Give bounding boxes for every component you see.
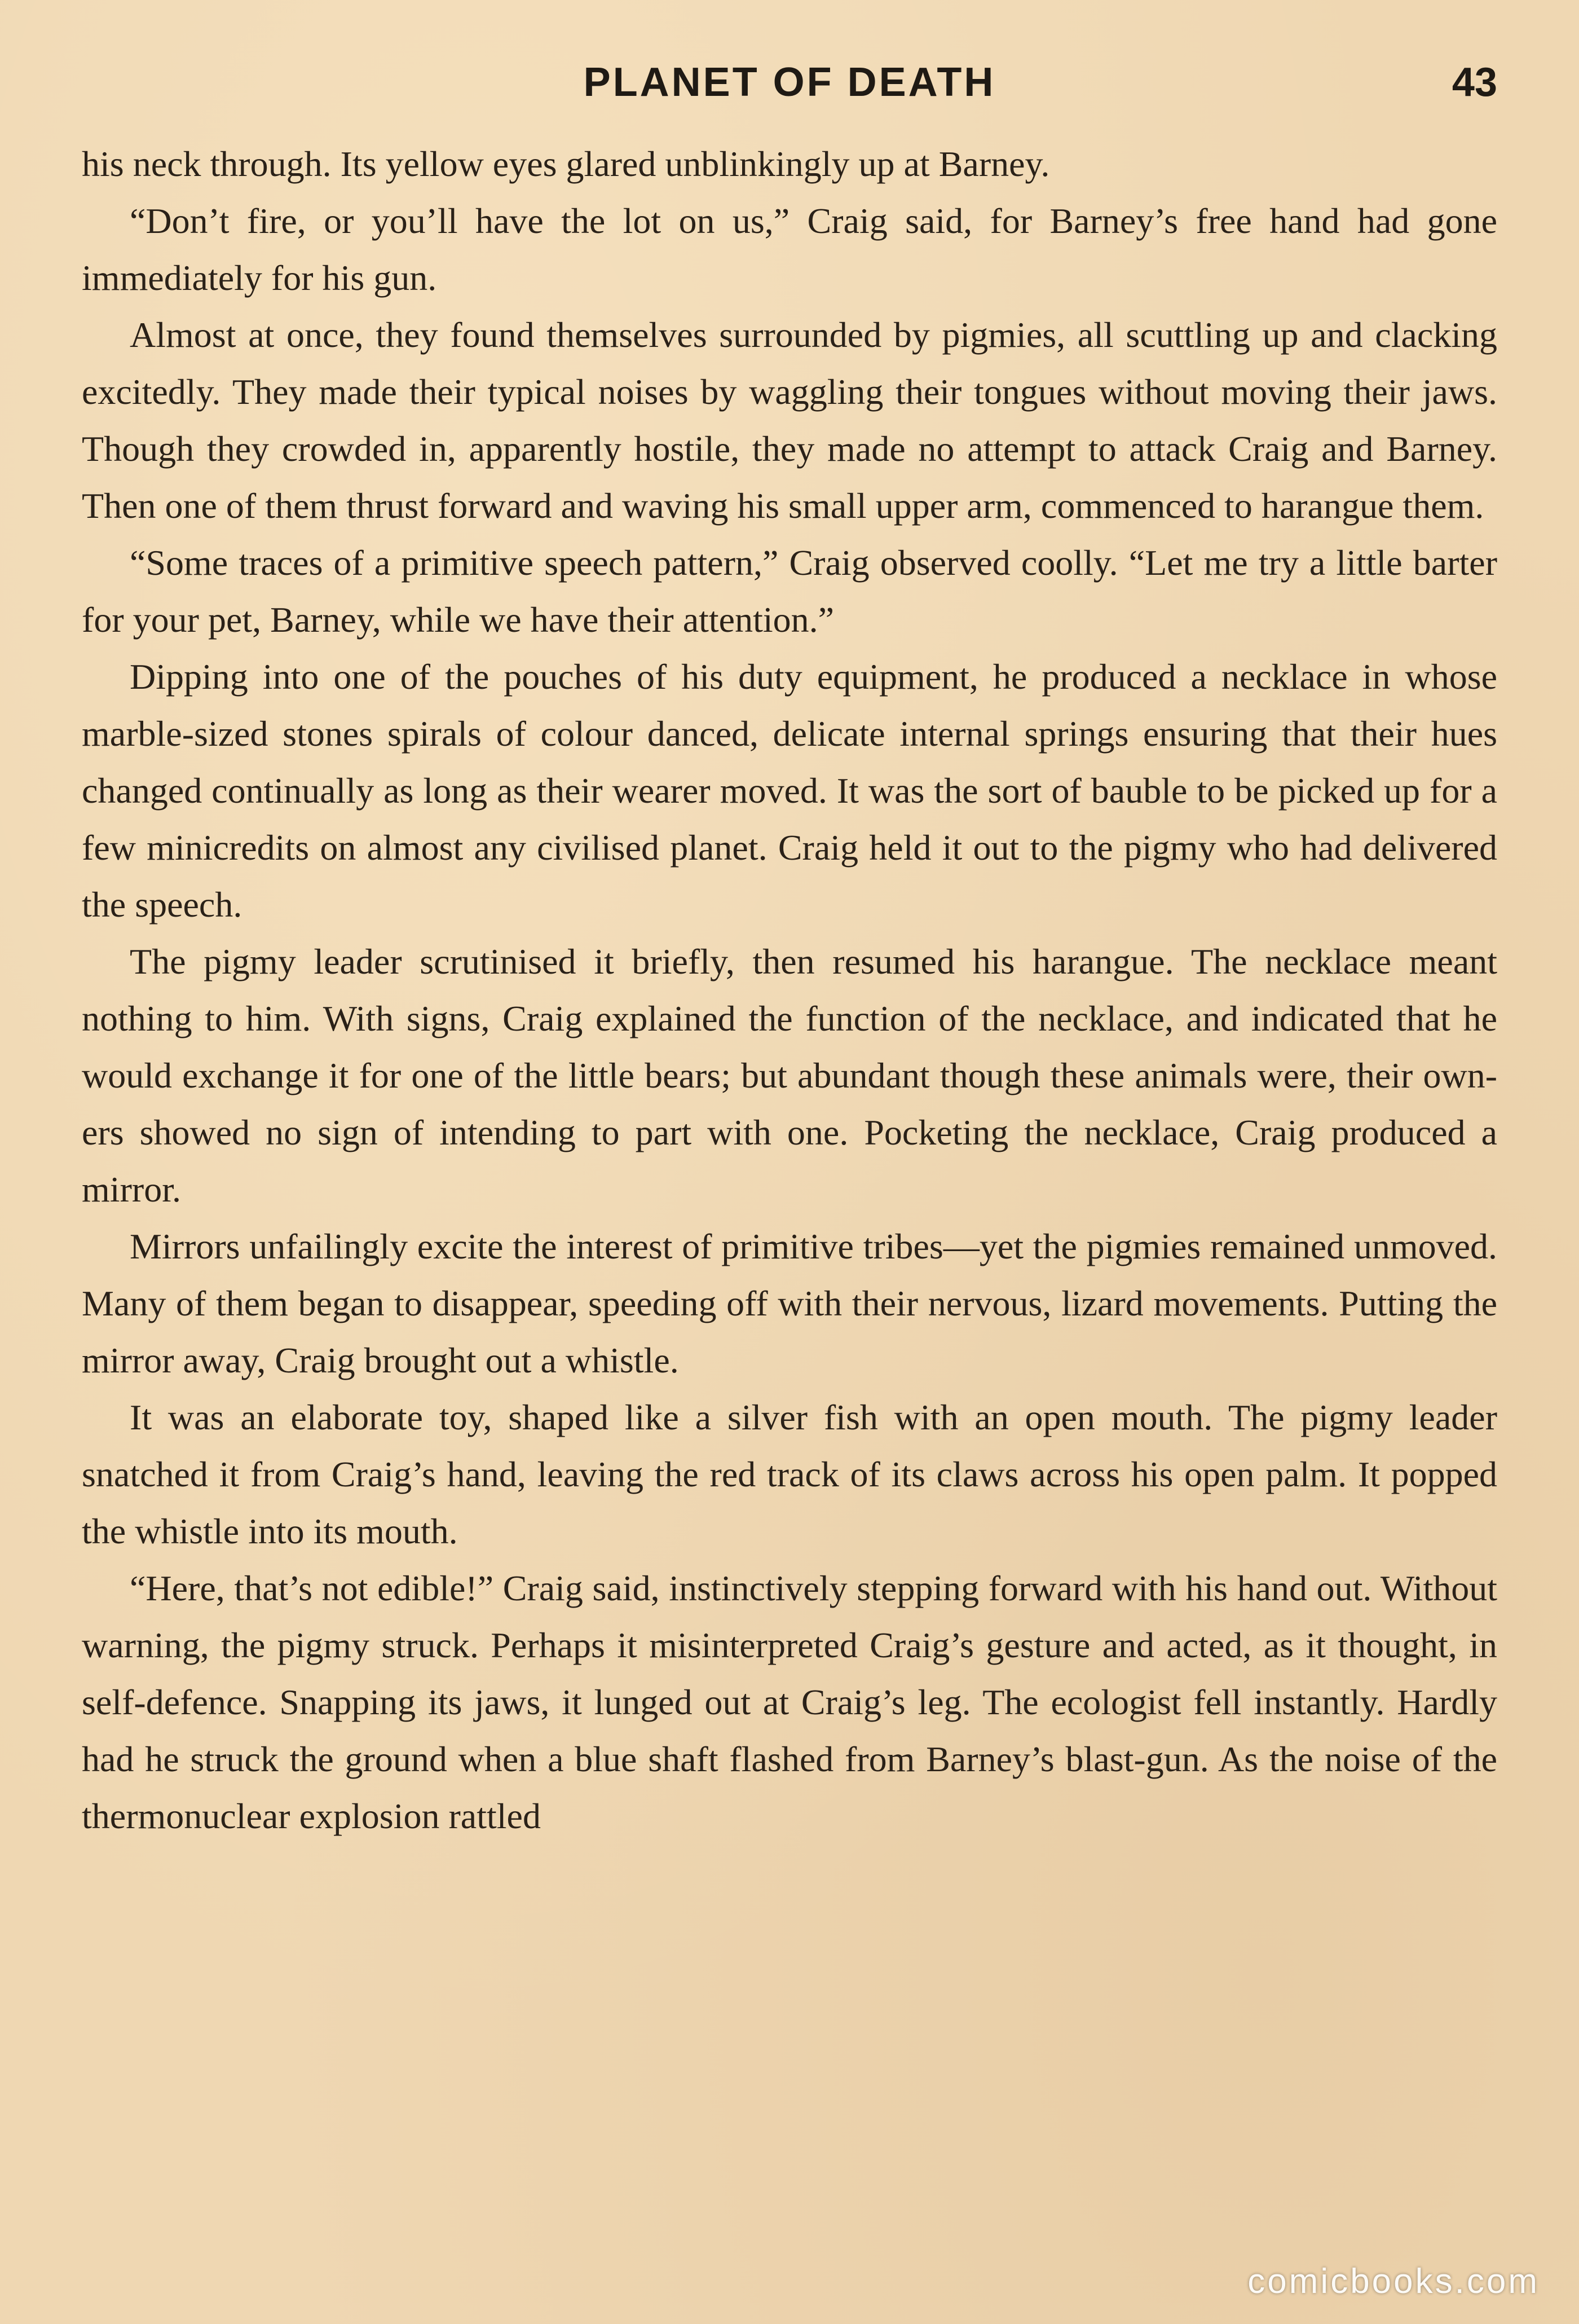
paragraph: The pigmy leader scrutinised it briefly, then resumed his harangue. The necklace meant nothing to him. With signs, Craig explained the function of the necklace, and indicated that he would exchange it for one of the little bears; but abundant though these animals were, their owners showed no sign of intending to part with one. Pocketing the necklace, Craig produced a mirror. bbox=[82, 941, 1497, 1209]
paragraph: It was an elaborate toy, shaped like a silver fish with an open mouth. The pigmy leader snatched it from Craig’s hand, leaving the red track of its claws across his open palm. It popped the whistle into its mouth. bbox=[82, 1397, 1497, 1551]
watermark: comicbooks.com bbox=[1247, 2262, 1540, 2301]
paragraph: his neck through. Its yellow eyes glared unblinkingly up at Barney. bbox=[82, 144, 1050, 184]
page-header bbox=[82, 59, 1497, 121]
paragraph: “Don’t fire, or you’ll have the lot on us,” Craig said, for Barney’s free hand had gone immediately for his gun. bbox=[82, 201, 1497, 298]
paragraph: “Some traces of a primitive speech pattern,” Craig observed coolly. “Let me try a little barter for your pet, Barney, while we have their attention.” bbox=[82, 543, 1497, 640]
paragraph: Almost at once, they found themselves surrounded by pigmies, all scuttling up and clacking excitedly. They made their typical noises by waggling their tongues without moving their jaws. Though they crowded in, apparently hostile, they made no attempt to attack Craig and Barney. Then one of them thrust forward and waving his small upper arm, commenced to harangue them. bbox=[82, 315, 1497, 526]
body-text bbox=[82, 135, 1497, 1845]
page-number: 43 bbox=[1452, 60, 1497, 105]
paragraph: Mirrors unfailingly excite the interest of primitive tribes—yet the pigmies remained unmoved. Many of them began to disappear, speeding off with their nervous, lizard movements. Putting the mirror away, Craig brought out a whistle. bbox=[82, 1226, 1497, 1380]
paragraph: Dipping into one of the pouches of his duty equipment, he produced a necklace in whose marble-sized stones spirals of colour danced, delicate internal springs ensuring that their hues changed continually as long as their wearer moved. It was the sort of bauble to be picked up for a few minicredits on almost any civilised planet. Craig held it out to the pigmy who had delivered the speech. bbox=[82, 657, 1497, 925]
paragraph: “Here, that’s not edible!” Craig said, instinctively stepping forward with his hand out. Without warning, the pigmy struck. Perhaps it misinterpreted Craig’s gesture and acted, as it thought, in self-defence. Snapping its jaws, it lunged out at Craig’s leg. The ecologist fell instantly. Hardly had he struck the ground when a blue shaft flashed from Barney’s blast-gun. As the noise of the thermonuclear explosion rattled bbox=[82, 1568, 1497, 1836]
running-title: PLANET OF DEATH bbox=[583, 60, 996, 105]
